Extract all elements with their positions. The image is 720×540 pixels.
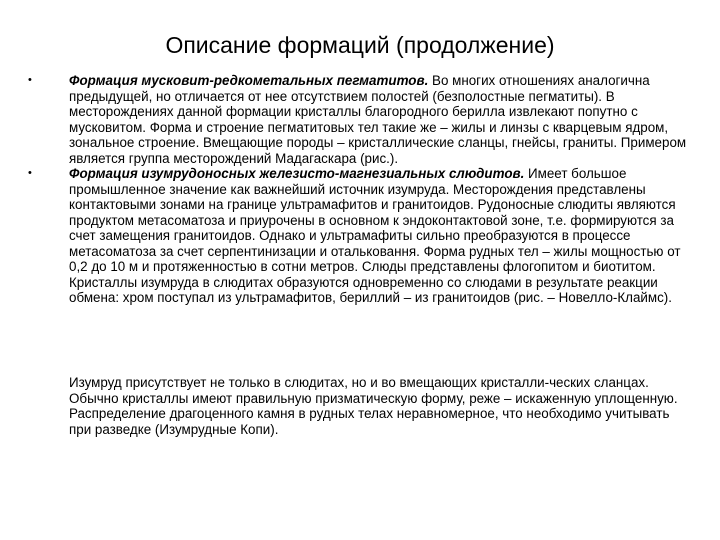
bullet-item-emerald-slyudites [26,166,702,306]
continuation-paragraph: Изумруд присутствует не только в слюдитах, но и во вмещающих кристалли-ческих сланцах. Обычно кристаллы имеют правильную призматическую форму, реже – искаженную уплощенную. Распределение драгоценного камня в рудных телах неравномерное, что необходимо учитывать при разведке (Изумрудные Копи). [69,375,678,437]
bullet-heading: Формация мусковит-редкометальных пегматитов. [69,73,429,88]
slide-title: Описание формаций (продолжение) [165,32,555,58]
bullet-icon: • [28,74,32,86]
bullet-heading: Формация изумрудоносных железисто-магнезиальных слюдитов. [69,166,525,181]
bullet-list [26,73,702,306]
bullet-icon: • [28,167,32,179]
bullet-text: Во многих отношениях аналогична предыдущей, но отличается от нее отсутствием полостей (безполостные пегматиты). В месторождениях данной формации кристаллы благородного берилла извлекают попутно с мусковитом. Форма и строение пегматитовых тел такие же – жилы и линзы с кварцевым ядром, зональное строение. Вмещающие породы – кристаллические сланцы, гнейсы, граниты. Примером является группа месторождений Мадагаскара (рис.). [69,73,687,166]
bullet-text: Имеет большое промышленное значение как важнейший источник изумруда. Месторождения представлены контактовыми зонами на границе ультрамафитов и гранитоидов. Рудоносные слюдиты являются продуктом метасоматоза и приурочены в основном к эндоконтактовой зоне, т.е. формируются за счет замещения гранитоидов. Однако и ультрамафиты сильно преобразуются в процессе метасоматоза за счет серпентинизации и отальковання. Форма рудных тел – жилы мощностью от 0,2 до 10 м и протяженностью в сотни метров. Слюды представлены флогопитом и биотитом. Кристаллы изумруда в слюдитах образуются одновременно со слюдами в результате реакции обмена: хром поступал из ультрамафитов, бериллий – из гранитоидов (рис. – Новелло-Клаймс). [69,166,681,305]
bullet-item-muscovite-pegmatites [26,73,702,166]
